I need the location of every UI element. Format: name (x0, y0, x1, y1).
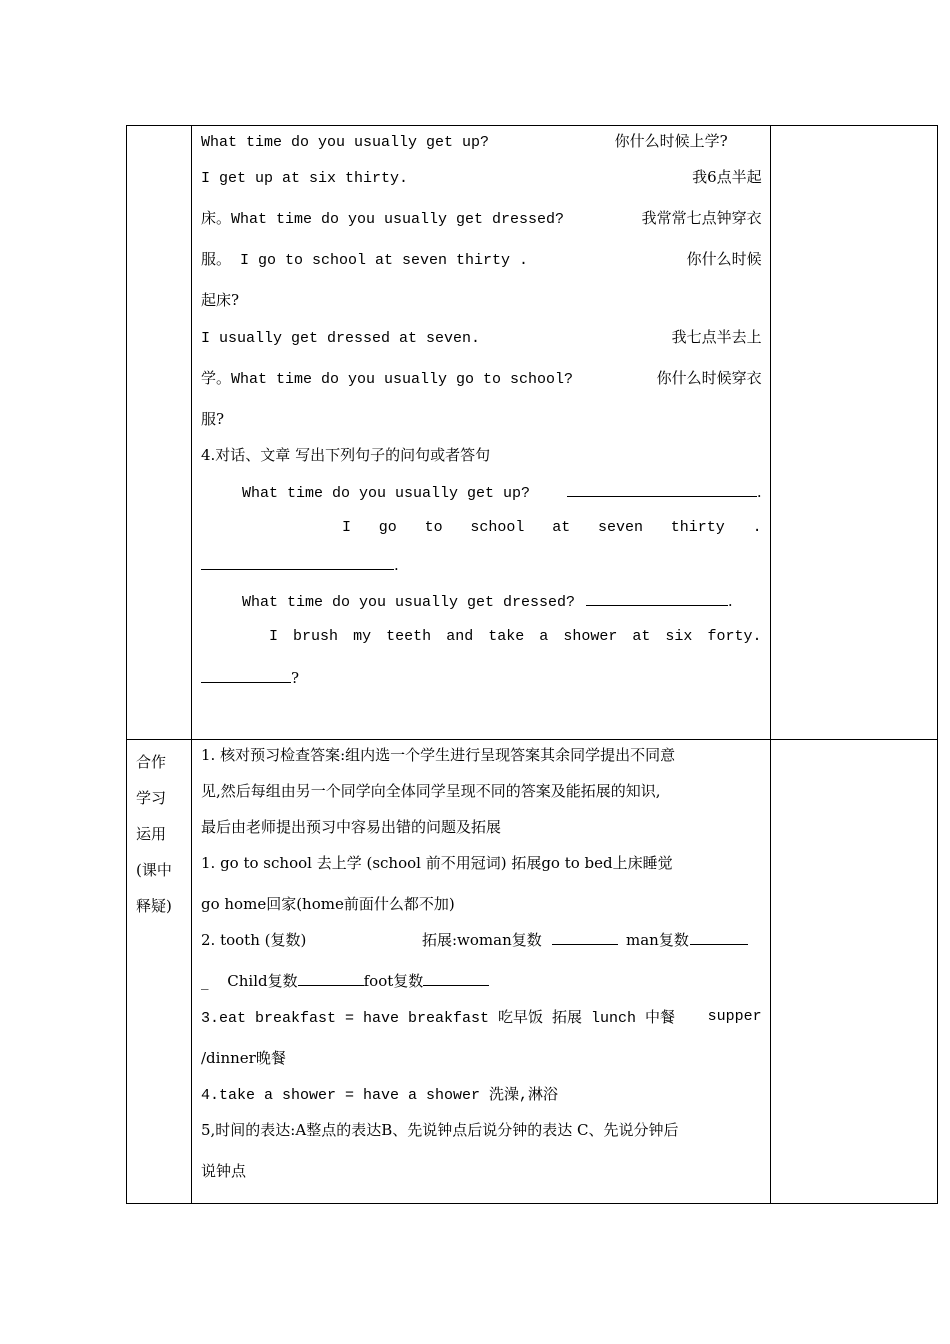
point-line (201, 971, 762, 991)
point-text: 说钟点 (201, 1162, 247, 1180)
question-word: to (424, 519, 443, 536)
answer-blank[interactable] (298, 971, 364, 986)
question-word: my (353, 628, 372, 645)
table-row-preview (127, 126, 938, 740)
answer-blank[interactable] (552, 930, 618, 945)
question-word: and (446, 628, 474, 645)
notes-cell (770, 126, 937, 740)
notes-cell (770, 740, 937, 1204)
point-line (201, 853, 762, 873)
line-chinese: 你什么时候上学? (614, 132, 728, 150)
line-chinese: 你什么时候 (686, 250, 762, 268)
question-text: What time do you usually get up? (242, 485, 531, 502)
exercise-heading-text: 4.对话、文章 写出下列句子的问句或者答句 (201, 446, 491, 464)
intro-text: 1. 核对预习检查答案:组内选一个学生进行呈现答案其余同学提出不同意 (201, 746, 676, 764)
line-english: 床。What time do you usually get dressed? (201, 211, 565, 228)
point-line (201, 1007, 762, 1027)
table-row-cooperation (127, 740, 938, 1204)
question-word: brush (293, 628, 339, 645)
exercise-question (201, 518, 762, 538)
intro-line (201, 817, 762, 837)
question-word: I (342, 519, 352, 536)
point-text: 1. go to school 去上学 (school 前不用冠词) 拓展go to bed上床睡觉 (201, 854, 673, 872)
intro-line (201, 745, 762, 765)
question-word: six (665, 628, 693, 645)
dialogue-line (201, 409, 762, 429)
dialogue-line (201, 249, 762, 269)
label-cell-cooperation (127, 740, 192, 1204)
content-cell-dialogue (192, 126, 771, 740)
line-english: I usually get dressed at seven. (201, 330, 481, 347)
point-line (201, 1048, 762, 1068)
question-word: . (752, 519, 762, 536)
answer-blank[interactable] (201, 555, 394, 570)
line-english: I get up at six thirty. (201, 170, 409, 187)
point-line (201, 1161, 762, 1181)
section-label-line: 合作 (136, 753, 167, 771)
dialogue-line (201, 327, 762, 347)
line-chinese: 你什么时候穿衣 (656, 369, 762, 387)
question-word: forty. (707, 628, 762, 645)
point-text: _ (201, 972, 209, 990)
line-chinese: 我常常七点钟穿衣 (641, 209, 762, 227)
dialogue-line (201, 131, 762, 151)
point-line (201, 1120, 762, 1140)
question-word: a (539, 628, 549, 645)
point-text: 4.take a shower = have a shower 洗澡,淋浴 (201, 1087, 559, 1104)
line-english: 服。 I go to school at seven thirty . (201, 252, 529, 269)
answer-blank[interactable] (423, 971, 489, 986)
question-word: shower (563, 628, 618, 645)
exercise-question (201, 591, 762, 611)
exercise-heading (201, 445, 762, 465)
label-cell-empty (127, 126, 192, 740)
question-end: . (727, 592, 733, 610)
intro-text: 最后由老师提出预习中容易出错的问题及拓展 (201, 818, 502, 836)
dialogue-line (201, 368, 762, 388)
point-text: 拓展:woman复数 (422, 931, 542, 949)
intro-text: 见,然后每组由另一个同学向全体同学呈现不同的答案及能拓展的知识, (201, 782, 661, 800)
exercise-question (201, 482, 762, 502)
point-line (201, 930, 762, 950)
dialogue-line (201, 167, 762, 187)
line-english: 学。What time do you usually go to school? (201, 371, 574, 388)
point-text: supper (707, 1008, 762, 1025)
question-end: . (756, 483, 762, 501)
line-chinese: 我6点半起 (692, 168, 762, 186)
intro-line (201, 781, 762, 801)
line-english: What time do you usually get up? (201, 134, 490, 151)
question-word: at (552, 519, 571, 536)
section-label-line: 学习 (136, 789, 167, 807)
answer-blank[interactable] (567, 482, 757, 497)
question-word: take (488, 628, 525, 645)
section-label-line: 释疑) (136, 897, 172, 915)
point-text: /dinner晚餐 (201, 1049, 286, 1067)
answer-blank[interactable] (586, 591, 728, 606)
section-label-line: 运用 (136, 825, 167, 843)
question-word: go (378, 519, 397, 536)
point-line (201, 1084, 762, 1104)
point-text: man复数 (626, 931, 689, 949)
question-word: thirty (670, 519, 725, 536)
question-end: . (394, 556, 399, 574)
dialogue-line (201, 208, 762, 228)
point-text: foot复数 (363, 972, 424, 990)
line-english: 服? (201, 410, 225, 428)
exercise-answer-line (201, 555, 762, 575)
question-word: school (470, 519, 525, 536)
content-cell-cooperation (192, 740, 771, 1204)
question-word: teeth (386, 628, 432, 645)
question-word: seven (597, 519, 643, 536)
answer-blank[interactable] (690, 930, 748, 945)
point-text: 3.eat breakfast = have breakfast 吃早饭 拓展 lunch 中餐 (201, 1010, 676, 1027)
question-end: ? (291, 669, 300, 687)
dialogue-line (201, 290, 762, 310)
answer-blank[interactable] (201, 668, 291, 683)
line-english: 起床? (201, 291, 240, 309)
line-chinese: 我七点半去上 (671, 328, 762, 346)
question-word: I (269, 628, 279, 645)
question-word: at (632, 628, 651, 645)
point-text: Child复数 (227, 972, 298, 990)
exercise-answer-line (201, 668, 762, 688)
point-line (201, 894, 762, 914)
question-text: What time do you usually get dressed? (242, 594, 576, 611)
point-text: 2. tooth (复数) (201, 931, 307, 949)
section-label-line: (课中 (136, 861, 172, 879)
point-text: 5,时间的表达:A整点的表达B、先说钟点后说分钟的表达 C、先说分钟后 (201, 1121, 679, 1139)
point-text: go home回家(home前面什么都不加) (201, 895, 455, 913)
exercise-question (201, 627, 762, 647)
lesson-table (126, 125, 938, 1204)
